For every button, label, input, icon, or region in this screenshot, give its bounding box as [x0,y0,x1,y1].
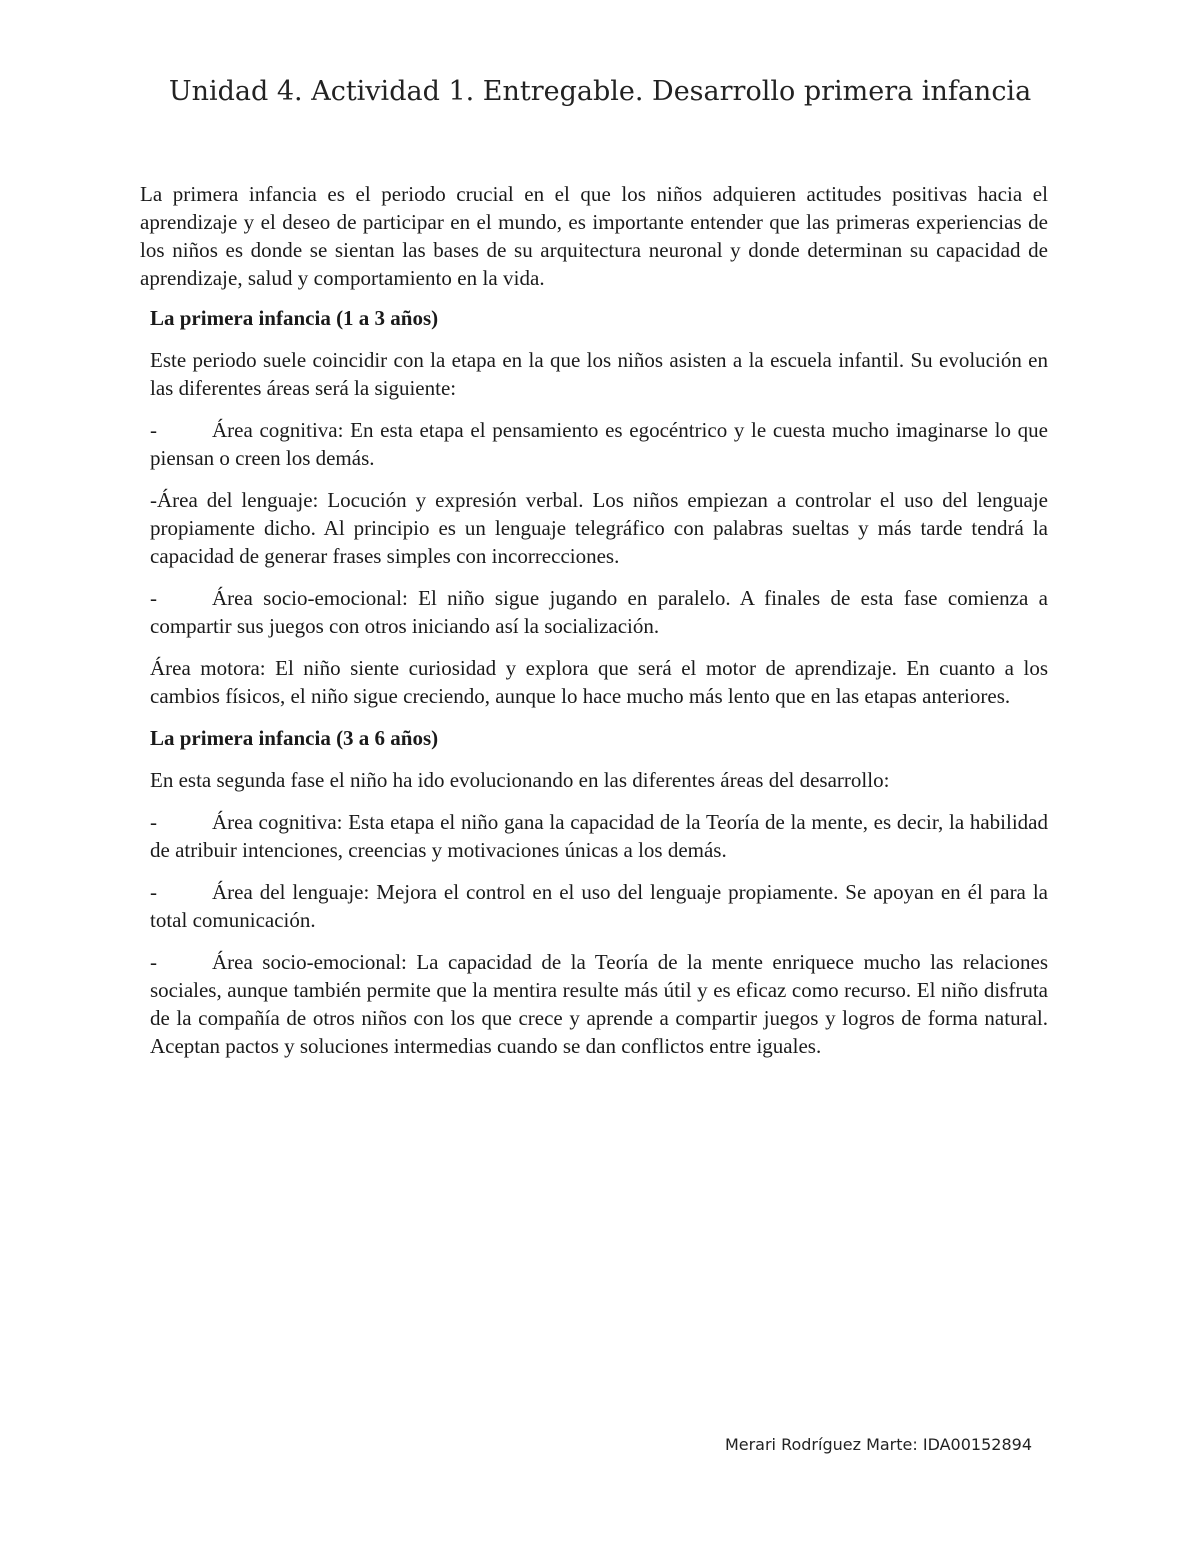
list-item-text: Área del lenguaje: Mejora el control en el uso del lenguaje propiamente. Se apoyan en él para la total comunicación. [150,880,1048,932]
section-3-6-years [140,724,1048,1060]
list-item-cognitive [150,808,1048,864]
list-item-text: Área cognitiva: En esta etapa el pensamiento es egocéntrico y le cuesta mucho imaginarse lo que piensan o creen los demás. [150,418,1048,470]
list-dash: - [150,810,157,834]
section-1-3-years [140,304,1048,710]
list-item-cognitive [150,416,1048,472]
document-body [140,180,1048,1074]
list-item-text: -Área del lenguaje: Locución y expresión verbal. Los niños empiezan a controlar el uso del lenguaje propiamente dicho. Al principio es un lenguaje telegráfico con palabras sueltas y más tarde tendrá la capacidad de generar frases simples con incorrecciones. [150,488,1048,568]
list-item-text: Área cognitiva: Esta etapa el niño gana la capacidad de la Teoría de la mente, es decir, la habilidad de atribuir intenciones, creencias y motivaciones únicas a los demás. [150,810,1048,862]
list-item-socio-emotional [150,584,1048,640]
section-intro: Este periodo suele coincidir con la etapa en la que los niños asisten a la escuela infantil. Su evolución en las diferentes áreas será la siguiente: [150,348,1048,400]
section-intro: En esta segunda fase el niño ha ido evolucionando en las diferentes áreas del desarrollo: [150,768,890,792]
list-item-text: Área socio-emocional: El niño sigue jugando en paralelo. A finales de esta fase comienza a compartir sus juegos con otros iniciando así la socialización. [150,586,1048,638]
section-heading: La primera infancia (3 a 6 años) [150,726,439,750]
list-item-text: Área motora: El niño siente curiosidad y explora que será el motor de aprendizaje. En cuanto a los cambios físicos, el niño sigue creciendo, aunque lo hace mucho más lento que en las etapas anteriores. [150,656,1048,708]
document-title: Unidad 4. Actividad 1. Entregable. Desarrollo primera infancia [168,76,1032,107]
list-item-socio-emotional [150,948,1048,1060]
list-dash: - [150,418,157,442]
list-item-motor [150,654,1048,710]
page-footer: Merari Rodríguez Marte: IDA00152894 [724,1435,1032,1454]
intro-paragraph: La primera infancia es el periodo crucial en el que los niños adquieren actitudes positivas hacia el aprendizaje y el deseo de participar en el mundo, es importante entender que las primeras experiencias de los niños es donde se sientan las bases de su arquitectura neuronal y donde determinan su capacidad de aprendizaje, salud y comportamiento en la vida. [140,182,1048,290]
list-dash: - [150,880,157,904]
list-dash: - [150,950,157,974]
list-item-language [150,878,1048,934]
list-dash: - [150,586,157,610]
section-heading: La primera infancia (1 a 3 años) [150,306,439,330]
list-item-text: Área socio-emocional: La capacidad de la Teoría de la mente enriquece mucho las relaciones sociales, aunque también permite que la mentira resulte más útil y es eficaz como recurso. El niño disfruta de la compañía de otros niños con los que crece y aprende a compartir juegos y logros de forma natural. Aceptan pactos y soluciones intermedias cuando se dan conflictos entre iguales. [150,950,1048,1058]
list-item-language [150,486,1048,570]
